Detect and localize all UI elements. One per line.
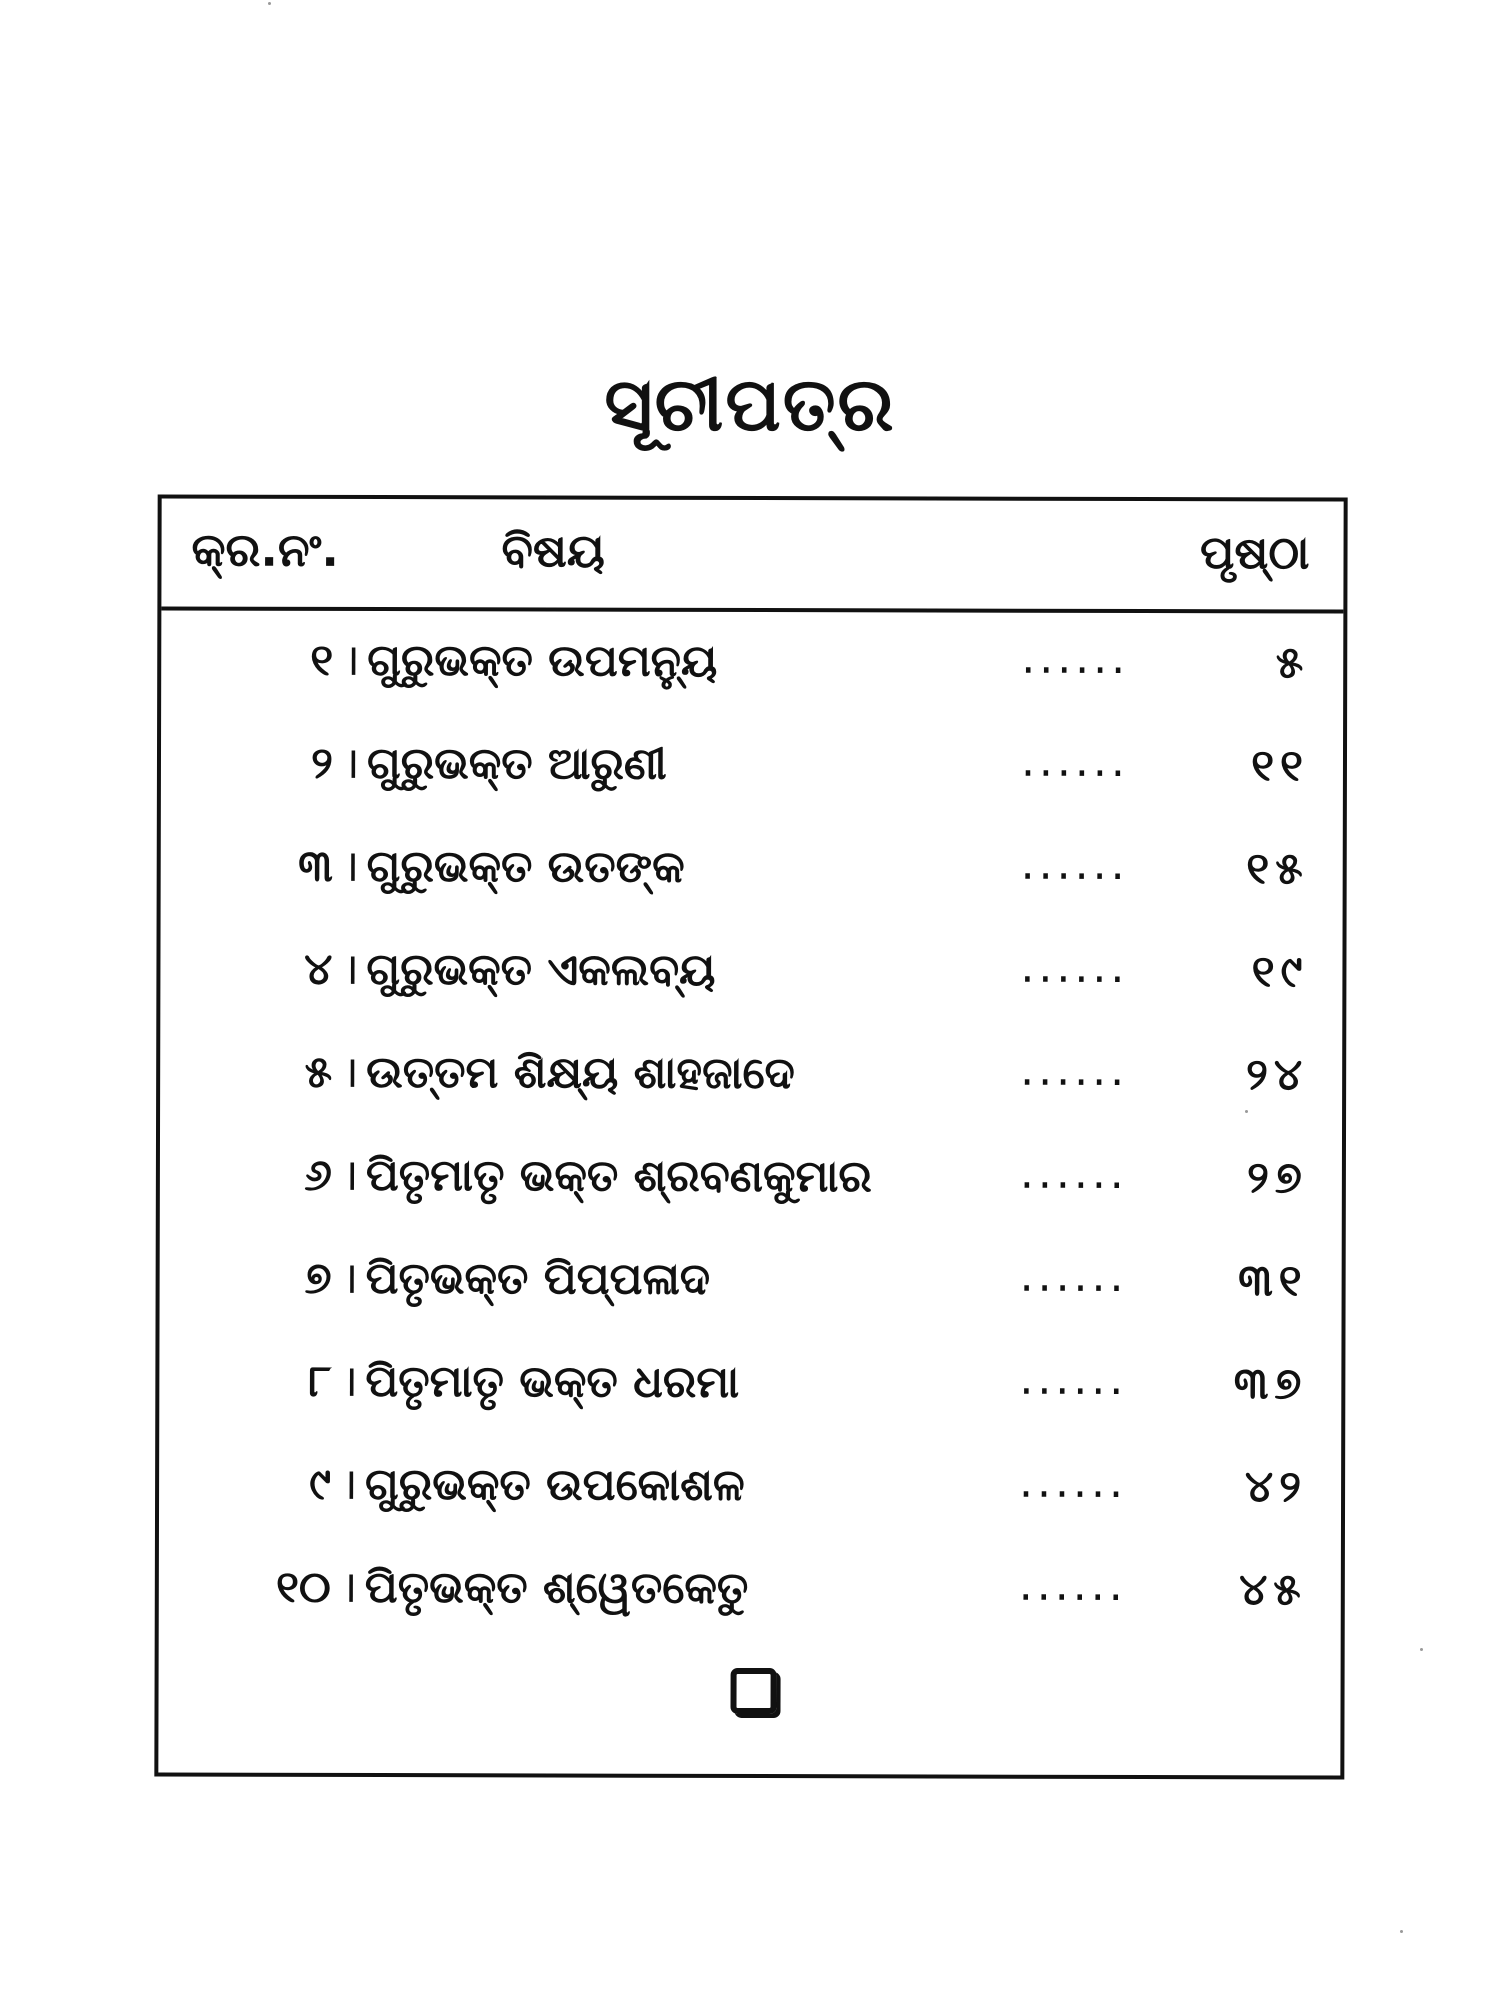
dot-leader: ...... — [1020, 838, 1129, 890]
dot-leader: ...... — [1019, 1250, 1128, 1302]
serial-number: ୯ — [309, 1458, 332, 1510]
chapter-title: ପିତୃମାତୃ ଭକ୍ତ ଶ୍ରବଣକୁମାର — [365, 1149, 872, 1203]
page-number: ୩୧ — [1238, 1255, 1308, 1307]
dot-leader: ...... — [1020, 941, 1129, 993]
toc-row — [159, 1436, 1341, 1542]
serial-number: ୮ — [308, 1355, 332, 1407]
page-number: ୪୫ — [1239, 1564, 1307, 1616]
toc-row — [160, 1127, 1342, 1233]
toc-row — [159, 1230, 1341, 1336]
dot-leader: ...... — [1021, 632, 1130, 684]
dot-leader: ...... — [1019, 1456, 1128, 1508]
serial-separator: । — [341, 1252, 359, 1304]
toc-row — [161, 818, 1343, 924]
toc-row — [159, 1539, 1341, 1645]
page-number: ୩୭ — [1233, 1358, 1308, 1410]
serial-number: ୬ — [304, 1149, 332, 1201]
serial-number: ୭ — [304, 1252, 332, 1304]
chapter-title: ଗୁରୁଭକ୍ତ ଆରୁଣୀ — [366, 737, 667, 790]
end-square-icon — [730, 1668, 776, 1714]
serial-number: ୧ — [310, 634, 334, 686]
serial-separator: । — [342, 737, 360, 789]
serial-separator: । — [342, 840, 360, 892]
chapter-title: ଉତ୍ତମ ଶିକ୍ଷ୍ୟ ଶାହଜାଦେ — [366, 1046, 795, 1100]
chapter-title: ପିତୃମାତୃ ଭକ୍ତ ଧରମା — [365, 1355, 740, 1408]
page-number: ୨୭ — [1246, 1152, 1308, 1204]
scan-speck — [268, 2, 271, 5]
chapter-title: ଗୁରୁଭକ୍ତ ଉପମନ୍ୟୁ — [367, 634, 718, 687]
dot-leader: ...... — [1020, 735, 1129, 787]
serial-separator: । — [342, 943, 360, 995]
serial-separator: । — [341, 1458, 358, 1510]
page-number: ୪୨ — [1244, 1461, 1308, 1513]
serial-separator: । — [340, 1561, 358, 1613]
dot-leader: ...... — [1019, 1147, 1128, 1199]
scan-speck — [1400, 1930, 1403, 1933]
toc-rows — [159, 612, 1344, 1645]
serial-separator: । — [342, 1046, 359, 1098]
table-header — [161, 498, 1343, 613]
chapter-title: ଗୁରୁଭକ୍ତ ଉତଙ୍କ — [366, 840, 685, 893]
serial-number: ୫ — [304, 1046, 333, 1098]
dot-leader: ...... — [1020, 1044, 1129, 1096]
toc-row — [160, 1024, 1342, 1130]
chapter-title: ଗୁରୁଭକ୍ତ ଉପକୋଶଳ — [365, 1458, 745, 1511]
chapter-title: ପିତୃଭକ୍ତ ପିପ୍ପଳାଦ — [365, 1252, 711, 1305]
page-number: ୧୧ — [1251, 740, 1310, 792]
serial-number: ୨ — [310, 737, 334, 789]
serial-header: କ୍ର.ନଂ. — [191, 522, 339, 577]
scan-speck — [1420, 1648, 1423, 1651]
serial-number: ୧୦ — [275, 1561, 331, 1613]
serial-number: ୪ — [304, 943, 333, 995]
chapter-title: ପିତୃଭକ୍ତ ଶ୍ୱେତକେତୁ — [364, 1561, 749, 1614]
toc-row — [160, 921, 1342, 1027]
page-number: ୧୯ — [1251, 946, 1309, 998]
page-number: ୫ — [1275, 637, 1310, 689]
serial-separator: । — [341, 1149, 359, 1201]
serial-number: ୩ — [298, 840, 333, 892]
page-number: ୧୫ — [1246, 843, 1309, 895]
toc-table — [154, 494, 1347, 1779]
toc-row — [161, 715, 1343, 821]
toc-row — [161, 612, 1343, 718]
toc-row — [159, 1333, 1341, 1439]
serial-separator: । — [343, 634, 361, 686]
chapter-title: ଗୁରୁଭକ୍ତ ଏକଲବ୍ୟ — [366, 943, 716, 996]
subject-header: ବିଷୟ — [501, 523, 605, 578]
dot-leader: ...... — [1018, 1559, 1127, 1611]
page-title: ସୂଚୀପତ୍ର — [604, 362, 896, 448]
page-number: ୨୪ — [1245, 1049, 1309, 1101]
dot-leader: ...... — [1019, 1353, 1128, 1405]
serial-separator: । — [341, 1355, 359, 1407]
page-header: ପୃଷ୍ଠା — [1199, 525, 1310, 580]
